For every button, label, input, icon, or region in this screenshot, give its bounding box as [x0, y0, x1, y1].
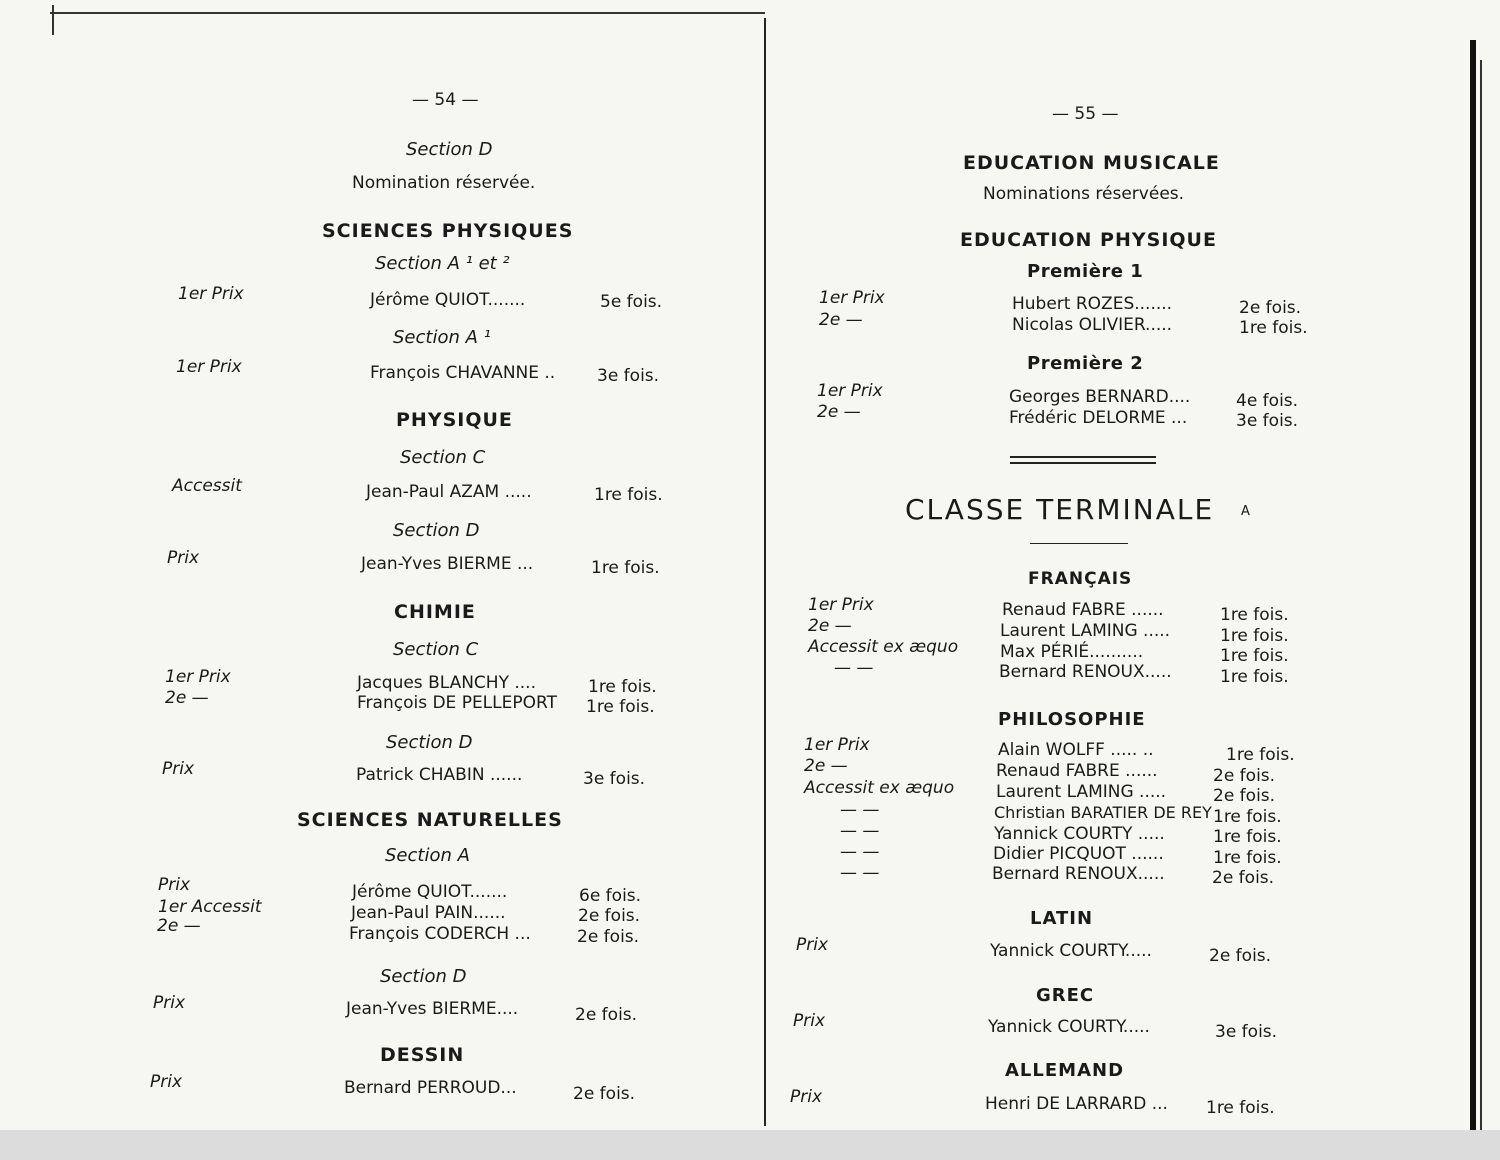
prize-label: 2e —	[819, 310, 863, 330]
scan-margin	[0, 1130, 1500, 1160]
subject-heading: ALLEMAND	[1005, 1060, 1125, 1081]
subject-heading: PHYSIQUE	[396, 409, 513, 431]
prize-label: 1er Accessit	[158, 897, 262, 917]
prize-label: 1er Prix	[165, 667, 231, 687]
student-name: Yannick COURTY.....	[990, 941, 1152, 961]
student-name: François DE PELLEPORT	[357, 693, 557, 713]
times-count: 1re fois.	[594, 485, 663, 505]
subject-heading: EDUCATION MUSICALE	[963, 152, 1220, 174]
times-count: 1re fois.	[591, 558, 660, 578]
times-count: 4e fois.	[1236, 391, 1299, 411]
student-name: Laurent LAMING .....	[1000, 621, 1171, 641]
student-name: Jean-Yves BIERME....	[346, 999, 519, 1019]
prize-label: 1er Prix	[819, 288, 885, 308]
section-label: Section D	[386, 732, 473, 753]
prize-label: 1er Prix	[817, 381, 883, 401]
times-count: 2e fois.	[573, 1084, 636, 1104]
times-count: 6e fois.	[579, 886, 642, 906]
student-name: Max PÉRIÉ..........	[1000, 642, 1144, 662]
title-rule	[1030, 543, 1128, 544]
student-name: François CODERCH ...	[349, 924, 531, 944]
student-name: Yannick COURTY .....	[994, 824, 1165, 844]
section-label: Section C	[393, 639, 479, 660]
times-count: 1re fois.	[1220, 646, 1289, 666]
prize-label: 2e —	[804, 756, 848, 776]
student-name: Henri DE LARRARD ...	[985, 1094, 1168, 1114]
times-count: 5e fois.	[600, 292, 663, 312]
prize-label: — —	[840, 800, 880, 820]
times-count: 1re fois.	[1226, 745, 1295, 765]
book-spine	[764, 18, 766, 1126]
prize-label: Prix	[150, 1072, 183, 1092]
times-count: 3e fois.	[597, 366, 660, 386]
note: Nomination réservée.	[352, 173, 536, 193]
subject-heading: GREC	[1036, 985, 1095, 1006]
student-name: Bernard RENOUX.....	[999, 662, 1172, 682]
times-count: 1re fois.	[1239, 318, 1308, 338]
student-name: Yannick COURTY.....	[988, 1017, 1150, 1037]
student-name: Jean-Paul PAIN......	[351, 903, 506, 923]
prize-label: Prix	[793, 1011, 826, 1031]
student-name: Frédéric DELORME ...	[1009, 408, 1188, 428]
student-name: Renaud FABRE ......	[1002, 600, 1164, 620]
section-label: Section D	[406, 139, 493, 160]
section-label: Section D	[380, 966, 467, 987]
student-name: Didier PICQUOT ......	[993, 844, 1164, 864]
times-count: 2e fois.	[1213, 766, 1276, 786]
prize-label: — —	[834, 658, 874, 678]
student-name: Jérôme QUIOT.......	[370, 290, 526, 310]
left-page	[0, 0, 760, 1130]
prize-label: 2e —	[157, 916, 201, 936]
note: Nominations réservées.	[983, 184, 1185, 204]
subject-heading: SCIENCES NATURELLES	[297, 809, 563, 831]
student-name: Jacques BLANCHY ....	[357, 673, 536, 693]
prize-label: Prix	[796, 935, 829, 955]
prize-label: Prix	[167, 548, 200, 568]
prize-label: 1er Prix	[178, 284, 244, 304]
subject-heading: DESSIN	[380, 1044, 465, 1066]
prize-label: 2e —	[808, 616, 852, 636]
prize-label: 2e —	[817, 402, 861, 422]
times-count: 1re fois.	[1213, 848, 1282, 868]
student-name: François CHAVANNE ..	[370, 363, 556, 383]
prize-label: Prix	[153, 993, 186, 1013]
times-count: 2e fois.	[1213, 786, 1276, 806]
class-letter: A	[1241, 504, 1250, 519]
page-number: — 54 —	[412, 90, 479, 110]
page-number: — 55 —	[1052, 104, 1119, 124]
prize-label: 1er Prix	[176, 357, 242, 377]
times-count: 1re fois.	[588, 677, 657, 697]
prize-label: — —	[840, 842, 880, 862]
section-label: Section C	[400, 447, 486, 468]
right-page	[768, 0, 1500, 1130]
student-name: Jean-Yves BIERME ...	[361, 554, 534, 574]
student-name: Nicolas OLIVIER.....	[1012, 315, 1173, 335]
prize-label: 2e —	[165, 688, 209, 708]
student-name: Bernard RENOUX.....	[992, 864, 1165, 884]
times-count: 1re fois.	[586, 697, 655, 717]
prize-label: Prix	[162, 759, 195, 779]
times-count: 1re fois.	[1220, 626, 1289, 646]
times-count: 1re fois.	[1220, 667, 1289, 687]
student-name: Georges BERNARD....	[1009, 387, 1191, 407]
times-count: 3e fois.	[1215, 1022, 1278, 1042]
student-name: Laurent LAMING .....	[996, 782, 1167, 802]
double-rule-bottom	[1010, 462, 1156, 464]
student-name: Bernard PERROUD...	[344, 1078, 517, 1098]
double-rule-top	[1010, 456, 1156, 458]
prize-label: 1er Prix	[808, 595, 874, 615]
times-count: 3e fois.	[583, 769, 646, 789]
times-count: 2e fois.	[577, 927, 640, 947]
prize-label: Prix	[158, 875, 191, 895]
section-label: Section A ¹	[393, 327, 491, 348]
times-count: 2e fois.	[575, 1005, 638, 1025]
times-count: 3e fois.	[1236, 411, 1299, 431]
student-name: Renaud FABRE ......	[996, 761, 1158, 781]
times-count: 1re fois.	[1220, 605, 1289, 625]
section-label: Section D	[393, 520, 480, 541]
section-label: Première 1	[1027, 261, 1144, 282]
times-count: 2e fois.	[1212, 868, 1275, 888]
student-name: Jean-Paul AZAM .....	[366, 482, 532, 502]
prize-label: Accessit ex æquo	[808, 637, 959, 657]
times-count: 2e fois.	[1209, 946, 1272, 966]
subject-heading: EDUCATION PHYSIQUE	[960, 229, 1217, 251]
student-name: Patrick CHABIN ......	[356, 765, 523, 785]
prize-label: Prix	[790, 1087, 823, 1107]
subject-heading: FRANÇAIS	[1028, 569, 1133, 589]
prize-label: — —	[840, 863, 880, 883]
prize-label: Accessit	[172, 476, 242, 496]
prize-label: 1er Prix	[804, 735, 870, 755]
prize-label: — —	[840, 821, 880, 841]
student-name: Jérôme QUIOT.......	[352, 882, 508, 902]
section-label: Section A	[385, 845, 470, 866]
student-name: Alain WOLFF ..... ..	[998, 740, 1154, 760]
student-name: Christian BARATIER DE REY	[994, 803, 1212, 822]
times-count: 1re fois.	[1213, 827, 1282, 847]
times-count: 1re fois.	[1206, 1098, 1275, 1118]
prize-label: Accessit ex æquo	[804, 778, 955, 798]
subject-heading: PHILOSOPHIE	[998, 709, 1146, 730]
times-count: 2e fois.	[1239, 298, 1302, 318]
student-name: Hubert ROZES.......	[1012, 294, 1173, 314]
subject-heading: LATIN	[1030, 908, 1094, 929]
times-count: 2e fois.	[578, 906, 641, 926]
section-label: Première 2	[1027, 353, 1144, 374]
subject-heading: CHIMIE	[394, 601, 476, 623]
class-title: CLASSE TERMINALE	[905, 493, 1215, 526]
times-count: 1re fois.	[1213, 807, 1282, 827]
section-label: Section A ¹ et ²	[375, 253, 510, 274]
subject-heading: SCIENCES PHYSIQUES	[322, 220, 574, 242]
